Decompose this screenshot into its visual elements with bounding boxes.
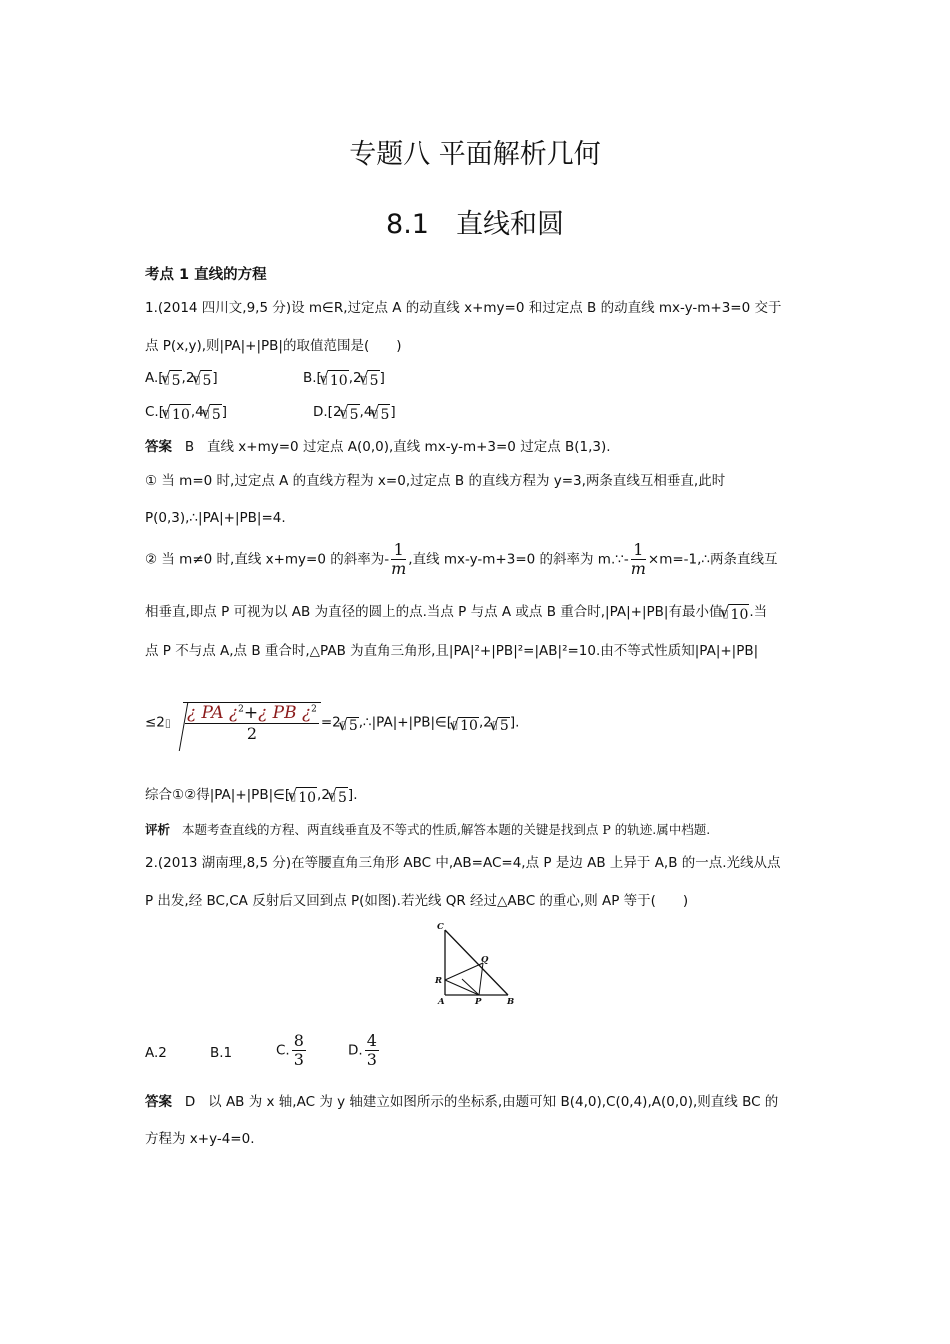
q1-case2-line3: 点 P 不与点 A,点 B 重合时,△PAB 为直角三角形,且|PA|²+|PB|²=|AB|²=10.由不等式性质知|PA|+|PB|	[145, 643, 759, 659]
q2-answer-line2: 方程为 x+y-4=0.	[145, 1131, 255, 1147]
q2-stem-line2: P 出发,经 BC,CA 反射后又回到点 P(如图).若光线 QR 经过△ABC 的重心,则 AP 等于( )	[145, 893, 689, 909]
q1-case1-line1: ① 当 m=0 时,过定点 A 的直线方程为 x=0,过定点 B 的直线方程为 y=3,两条直线互相垂直,此时	[145, 473, 726, 489]
q1-option-c: C.[▯√ 10,4▯√ 5]	[145, 402, 227, 425]
triangle-figure	[430, 920, 520, 1010]
page-title: 专题八 平面解析几何	[349, 139, 601, 170]
q2-option-c: C. $\frac{8}{3}$	[276, 1031, 304, 1069]
label-c: C	[437, 922, 444, 932]
q1-option-d: D.[2▯√ 5,4▯√ 5]	[313, 402, 396, 425]
q1-comment: 评析 本题考查直线的方程、两直线垂直及不等式的性质,解答本题的关键是找到点 P 的轨迹.属中档题.	[145, 822, 711, 837]
section-title: 8.1 直线和圆	[386, 209, 564, 240]
q1-inequality: ≤2▯ $\frac{¿ PA ¿^2+¿ PB ¿^2}{2}$ =2▯√ 5,∴|PA|+|PB|∈[▯√ 10,2▯√ 5].	[145, 702, 519, 743]
q1-stem-line1: 1.(2014 四川文,9,5 分)设 m∈R,过定点 A 的动直线 x+my=0 和过定点 B 的动直线 mx-y-m+3=0 交于	[145, 300, 782, 316]
ray-rp	[445, 980, 479, 995]
median-line	[462, 979, 479, 995]
q2-option-b: B.1	[210, 1045, 233, 1061]
q1-option-b: B.[▯√ 10,2▯√ 5]	[303, 368, 385, 391]
q1-summary: 综合①②得|PA|+|PB|∈[▯√ 10,2▯√ 5].	[145, 785, 357, 808]
label-a: A	[438, 997, 445, 1007]
q1-case1-line2: P(0,3),∴|PA|+|PB|=4.	[145, 510, 286, 526]
label-q: Q	[481, 955, 489, 965]
q1-stem-line2: 点 P(x,y),则|PA|+|PB|的取值范围是( )	[145, 338, 402, 354]
q2-stem-line1: 2.(2013 湖南理,8,5 分)在等腰直角三角形 ABC 中,AB=AC=4,点 P 是边 AB 上异于 A,B 的一点.光线从点	[145, 855, 781, 871]
q2-option-a: A.2	[145, 1045, 167, 1061]
side-bc	[445, 930, 508, 995]
q2-option-d: D. $\frac{4}{3}$	[348, 1031, 377, 1069]
label-r: R	[435, 976, 443, 986]
q1-case2-line2: 相垂直,即点 P 可视为以 AB 为直径的圆上的点.当点 P 与点 A 或点 B 重合时,|PA|+|PB|有最小值▯√ 10.当	[145, 602, 767, 625]
q1-option-a: A.[▯√ 5,2▯√ 5]	[145, 368, 218, 391]
q2-answer-line1: 答案 D 以 AB 为 x 轴,AC 为 y 轴建立如图所示的坐标系,由题可知 B(4,0),C(0,4),A(0,0),则直线 BC 的	[145, 1094, 779, 1110]
q1-case2-line1: ② 当 m≠0 时,直线 x+my=0 的斜率为- $\frac{1}{m}$ ,直线 mx-y-m+3=0 的斜率为 m.∵- $\frac{1}{m}$ ×m=-1,∴两条直线互	[145, 540, 778, 578]
topic-heading: 考点 1 直线的方程	[145, 267, 267, 283]
q1-answer: 答案 B 直线 x+my=0 过定点 A(0,0),直线 mx-y-m+3=0 过定点 B(1,3).	[145, 439, 611, 455]
label-b: B	[507, 997, 515, 1007]
label-p: P	[475, 997, 482, 1007]
ray-qr	[445, 963, 483, 980]
